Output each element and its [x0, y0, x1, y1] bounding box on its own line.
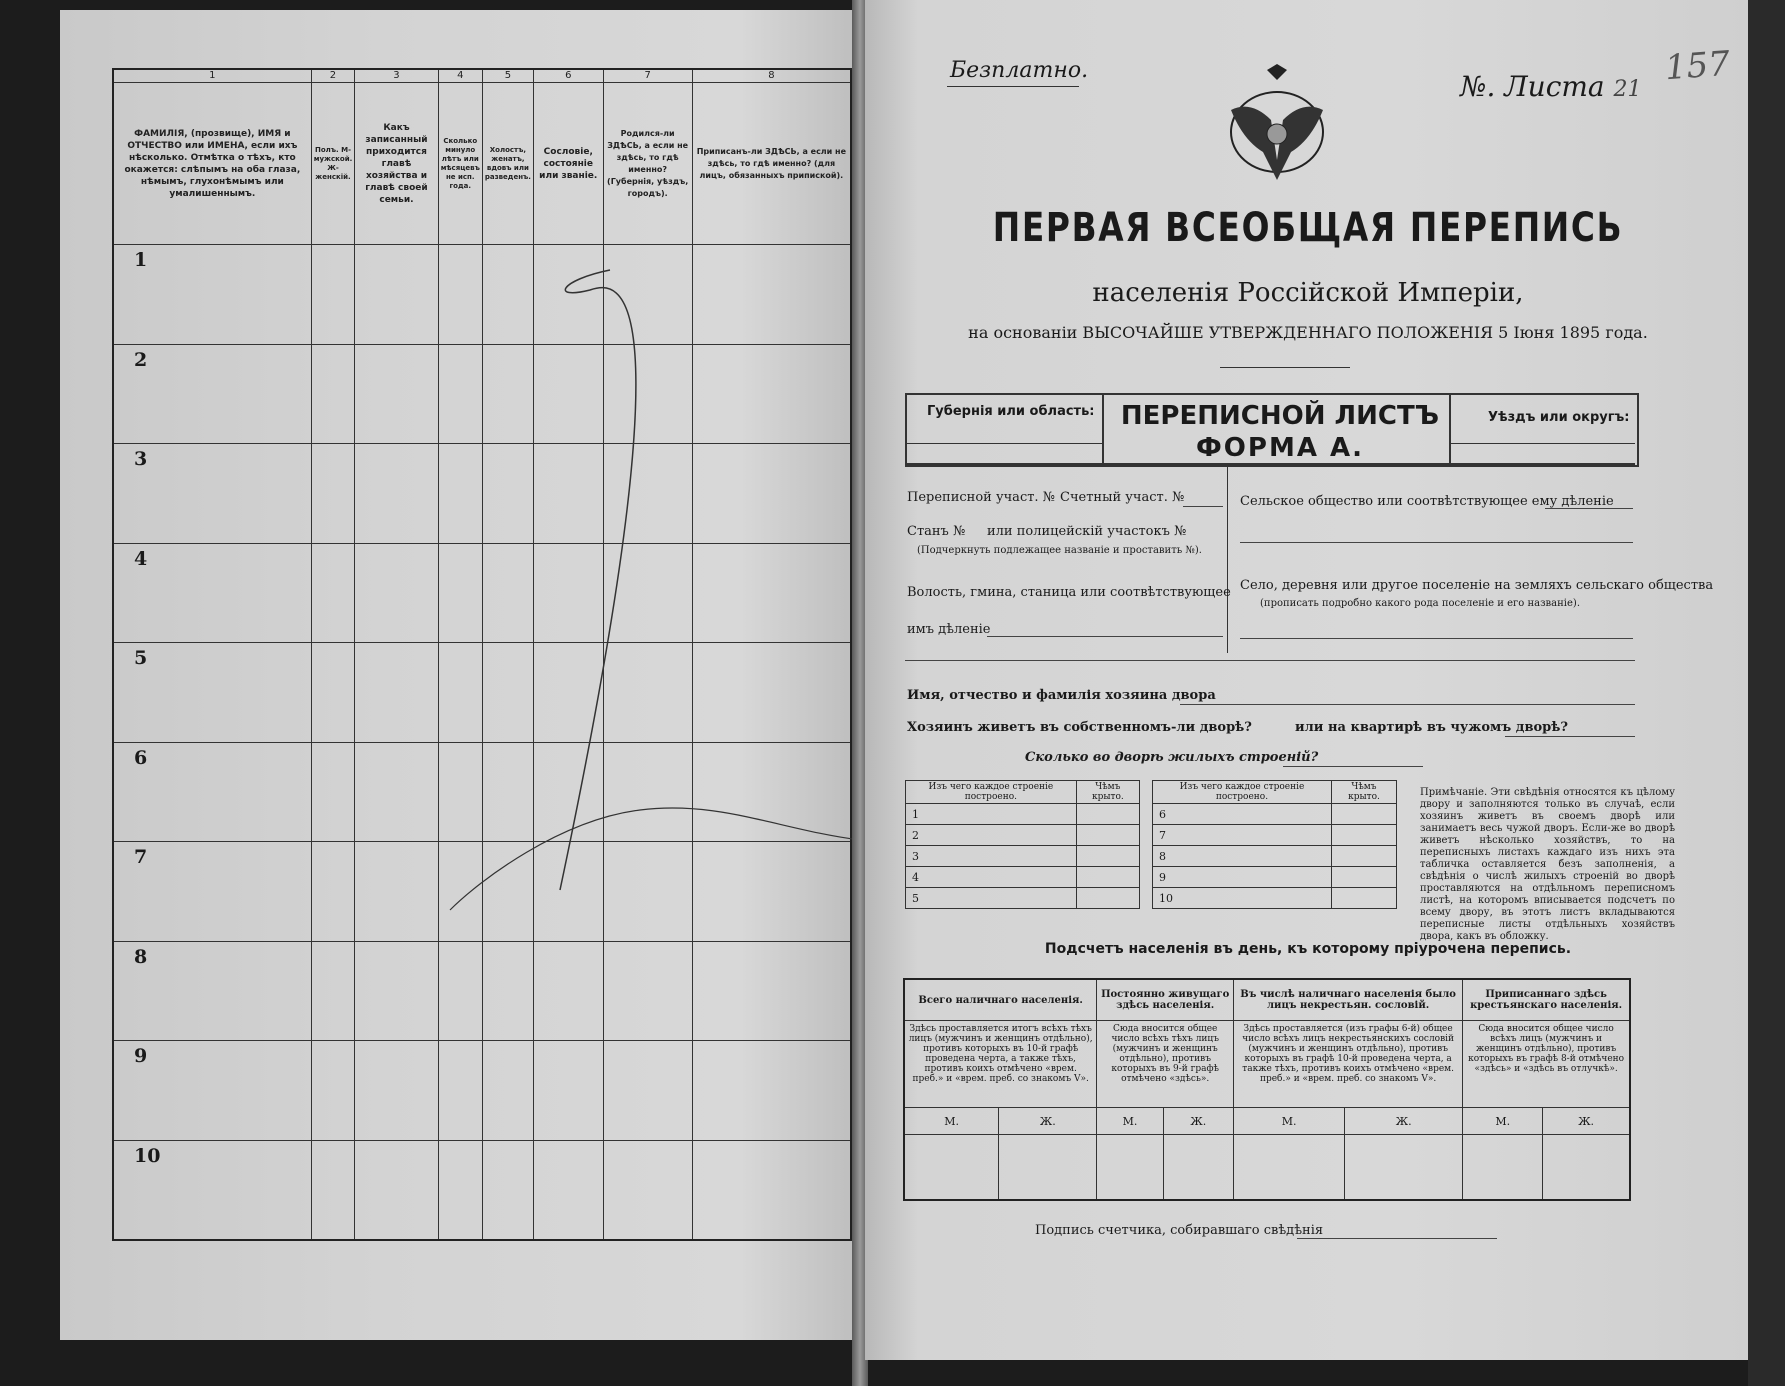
building-number: 1 — [906, 804, 1077, 825]
selo-label: Село, деревня или другое поселеніе на земляхъ сельскаго общества — [1240, 578, 1714, 593]
list-item — [906, 804, 1140, 825]
building-number: 6 — [1153, 804, 1332, 825]
count-header: Въ числѣ наличнаго населенія было лицъ некрестьян. сословій. — [1234, 979, 1463, 1021]
free-label: Безплатно. — [950, 58, 1089, 83]
buildings-label: Сколько во дворѣ жилыхъ строеній? — [1025, 750, 1319, 765]
table-cell — [355, 543, 438, 643]
volost-label-2: имъ дѣленіе — [907, 622, 991, 637]
gubernia-label: Губернія или область: — [927, 404, 1095, 419]
male-label: М. — [1463, 1108, 1543, 1135]
row-number: 2 — [113, 344, 311, 444]
building-number: 7 — [1153, 825, 1332, 846]
column-number-row — [113, 69, 851, 83]
buildings-table-right — [1152, 780, 1397, 909]
table-cell — [533, 1041, 603, 1141]
count-desc: Сюда вносится общее число всѣхъ тѣхъ лицъ (мужчинъ и женщинъ отдѣльно), противъ которыхъ въ 9-й графѣ отмѣчено «здѣсь». — [1097, 1021, 1234, 1108]
column-number: 3 — [355, 69, 438, 83]
owner-label: Имя, отчество и фамилія хозяина двора — [907, 688, 1216, 703]
buildings-table-left — [905, 780, 1140, 909]
schetny-label: Счетный участ. № — [1060, 490, 1185, 505]
building-number: 10 — [1153, 888, 1332, 909]
table-cell — [1331, 804, 1396, 825]
note-text: Примѣчаніе. Эти свѣдѣнія относятся къ цѣлому двору и заполняются только въ случаѣ, если хозяинъ живетъ въ своемъ дворѣ или занимаетъ весь чужой дворъ. Если-же во дворѣ живетъ нѣсколько хозяйствъ, то на переписныхъ листахъ каждаго изъ нихъ эта табличка оставляется безъ заполненія, а свѣдѣнія о числѣ жилыхъ строеній во дворѣ проставляются на отдѣльномъ переписномъ листѣ, на которомъ вписывается подсчетъ по всему двору, въ этотъ листъ вкладываются переписные листы отдѣльныхъ хозяйствъ двора, какъ въ обложку. — [1420, 787, 1675, 942]
table-cell — [1076, 804, 1139, 825]
table-row — [113, 1140, 851, 1240]
table-cell — [1331, 888, 1396, 909]
population-count-table — [903, 978, 1631, 1201]
or-apartment-label: или на квартирѣ въ чужомъ дворѣ? — [1295, 720, 1568, 735]
list-item — [1153, 888, 1397, 909]
table-cell — [438, 1041, 482, 1141]
table-cell — [1076, 888, 1139, 909]
header-sex: Полъ. М-мужской. Ж-женскій. — [311, 83, 355, 245]
table-cell — [1076, 825, 1139, 846]
count-header: Всего наличнаго населенія. — [904, 979, 1097, 1021]
table-cell — [355, 344, 438, 444]
table-cell — [311, 643, 355, 743]
table-cell — [311, 245, 355, 345]
header-registered: Приписанъ-ли ЗДѢСЬ, а если не здѣсь, то гдѣ именно? (для лицъ, обязанныхъ припиской). — [692, 83, 851, 245]
row-number: 8 — [113, 941, 311, 1041]
building-number: 9 — [1153, 867, 1332, 888]
table-cell — [692, 1041, 851, 1141]
building-number: 4 — [906, 867, 1077, 888]
signature-label: Подпись счетчика, собиравшаго свѣдѣнія — [1035, 1223, 1324, 1238]
list-item — [906, 846, 1140, 867]
male-label: М. — [904, 1108, 999, 1135]
building-number: 2 — [906, 825, 1077, 846]
building-number: 8 — [1153, 846, 1332, 867]
table-cell — [533, 1140, 603, 1240]
column-number: 2 — [311, 69, 355, 83]
table-cell — [1331, 867, 1396, 888]
table-row — [113, 1041, 851, 1141]
building-number: 3 — [906, 846, 1077, 867]
sheet-number-label: №. Листа 21 — [1460, 70, 1642, 103]
row-number: 4 — [113, 543, 311, 643]
selskoe-label: Сельское общество или соотвѣтствующее ему дѣленіе — [1240, 494, 1614, 509]
table-cell — [482, 1041, 533, 1141]
column-number: 5 — [482, 69, 533, 83]
table-cell — [311, 1041, 355, 1141]
table-cell — [482, 1140, 533, 1240]
mini-header: Чѣмъ крыто. — [1076, 781, 1139, 804]
table-cell — [355, 941, 438, 1041]
list-item — [906, 825, 1140, 846]
column-number: 4 — [438, 69, 482, 83]
table-cell — [355, 643, 438, 743]
uezd-label: Уѣздъ или округъ: — [1488, 410, 1630, 425]
table-cell — [355, 1140, 438, 1240]
column-number: 1 — [113, 69, 311, 83]
left-page — [60, 10, 860, 1340]
imperial-eagle-icon — [1221, 60, 1333, 190]
mini-header: Изъ чего каждое строеніе построено. — [906, 781, 1077, 804]
row-number: 1 — [113, 245, 311, 345]
mini-header: Чѣмъ крыто. — [1331, 781, 1396, 804]
table-cell — [311, 742, 355, 842]
building-number: 5 — [906, 888, 1077, 909]
table-cell — [355, 842, 438, 942]
row-number: 7 — [113, 842, 311, 942]
header-estate: Сословіе, состояніе или званіе. — [533, 83, 603, 245]
table-cell — [438, 1140, 482, 1240]
table-cell — [355, 1041, 438, 1141]
selo-note: (прописать подробно какого рода поселеніе и его названіе). — [1260, 598, 1580, 609]
list-item — [906, 888, 1140, 909]
row-number: 5 — [113, 643, 311, 743]
female-label: Ж. — [1345, 1108, 1463, 1135]
sheet-number-value: 21 — [1613, 77, 1642, 102]
column-number: 7 — [603, 69, 692, 83]
page-subtitle: населенія Россійской Имперіи, — [1092, 278, 1524, 308]
list-item — [1153, 846, 1397, 867]
row-number: 10 — [113, 1140, 311, 1240]
header-name: ФАМИЛІЯ, (прозвище), ИМЯ и ОТЧЕСТВО или ИМЕНА, если ихъ нѣсколько. Отмѣтка о тѣхъ, кто окажется: слѣпымъ на оба глаза, нѣмымъ, глухонѣмымъ или умалишеннымъ. — [113, 83, 311, 245]
police-label: или полицейскій участокъ № — [987, 524, 1187, 539]
header-relation: Какъ записанный приходится главѣ хозяйства и главѣ своей семьи. — [355, 83, 438, 245]
row-number: 9 — [113, 1041, 311, 1141]
ornament-divider — [1220, 367, 1350, 380]
column-number: 6 — [533, 69, 603, 83]
count-desc: Сюда вносится общее число всѣхъ лицъ (мужчинъ и женщинъ отдѣльно), противъ которыхъ въ графѣ 8-й отмѣчено «здѣсь» и «здѣсь въ отлучкѣ». — [1463, 1021, 1630, 1108]
table-cell — [1076, 846, 1139, 867]
mini-header: Изъ чего каждое строеніе построено. — [1153, 781, 1332, 804]
count-header: Постоянно живущаго здѣсь населенія. — [1097, 979, 1234, 1021]
header-age: Сколько минуло лѣтъ или мѣсяцевъ не исп. года. — [438, 83, 482, 245]
table-cell — [311, 941, 355, 1041]
female-label: Ж. — [999, 1108, 1097, 1135]
list-item — [1153, 804, 1397, 825]
table-cell — [1331, 825, 1396, 846]
male-label: М. — [1234, 1108, 1345, 1135]
table-cell — [603, 1041, 692, 1141]
table-cell — [311, 543, 355, 643]
table-cell — [311, 1140, 355, 1240]
table-cell — [311, 444, 355, 544]
pen-stroke — [440, 260, 860, 960]
table-cell — [355, 742, 438, 842]
count-desc: Здѣсь проставляется итогъ всѣхъ тѣхъ лицъ (мужчинъ и женщинъ отдѣльно), противъ которыхъ въ 10-й графѣ проведена черта, а также тѣхъ, противъ коихъ отмѣчено «врем. преб.» и «врем. преб. со знакомъ V». — [904, 1021, 1097, 1108]
list-item — [906, 867, 1140, 888]
row-number: 6 — [113, 742, 311, 842]
table-cell — [355, 245, 438, 345]
sheet-title: ПЕРЕПИСНОЙ ЛИСТЪ ФОРМА А. — [1120, 401, 1440, 463]
volost-label: Волость, гмина, станица или соотвѣтствующее — [907, 585, 1231, 600]
stan-label: Станъ № — [907, 524, 966, 539]
female-label: Ж. — [1543, 1108, 1630, 1135]
header-marital: Холостъ, женатъ, вдовъ или разведенъ. — [482, 83, 533, 245]
male-label: М. — [1097, 1108, 1163, 1135]
underline-note: (Подчеркнуть подлежащее названіе и проставить №). — [917, 545, 1202, 556]
table-cell — [311, 344, 355, 444]
owner-lives-label: Хозяинъ живетъ въ собственномъ-ли дворѣ? — [907, 720, 1252, 735]
uchastok-label: Переписной участ. № — [907, 490, 1055, 505]
count-title: Подсчетъ населенія въ день, къ которому пріурочена перепись. — [1044, 941, 1572, 957]
page-title: ПЕРВАЯ ВСЕОБЩАЯ ПЕРЕПИСЬ — [992, 205, 1624, 251]
archive-number: 157 — [1663, 43, 1732, 89]
count-desc: Здѣсь проставляется (изъ графы 6-й) общее число всѣхъ лицъ некрестьянскихъ сословій (мужчинъ и женщинъ отдѣльно), противъ которыхъ въ графѣ 10-й проведена черта, а также тѣхъ, противъ коихъ отмѣчено «врем. преб.» и «врем. преб. со знакомъ V». — [1234, 1021, 1463, 1108]
list-item — [1153, 867, 1397, 888]
table-cell — [603, 1140, 692, 1240]
table-cell — [692, 1140, 851, 1240]
column-header-row — [113, 83, 851, 245]
table-cell — [1331, 846, 1396, 867]
count-header: Приписаннаго здѣсь крестьянскаго населенія. — [1463, 979, 1630, 1021]
table-cell — [1076, 867, 1139, 888]
row-number: 3 — [113, 444, 311, 544]
legal-basis: на основаніи ВЫСОЧАЙШЕ УТВЕРЖДЕННАГО ПОЛОЖЕНІЯ 5 Іюня 1895 года. — [968, 323, 1648, 342]
table-cell — [311, 842, 355, 942]
right-page — [865, 0, 1751, 1360]
column-number: 8 — [692, 69, 851, 83]
list-item — [1153, 825, 1397, 846]
right-edge — [1748, 0, 1785, 1386]
female-label: Ж. — [1163, 1108, 1233, 1135]
table-cell — [355, 444, 438, 544]
header-birthplace: Родился-ли ЗДѢСЬ, а если не здѣсь, то гдѣ именно? (Губернія, уѣздъ, городъ). — [603, 83, 692, 245]
